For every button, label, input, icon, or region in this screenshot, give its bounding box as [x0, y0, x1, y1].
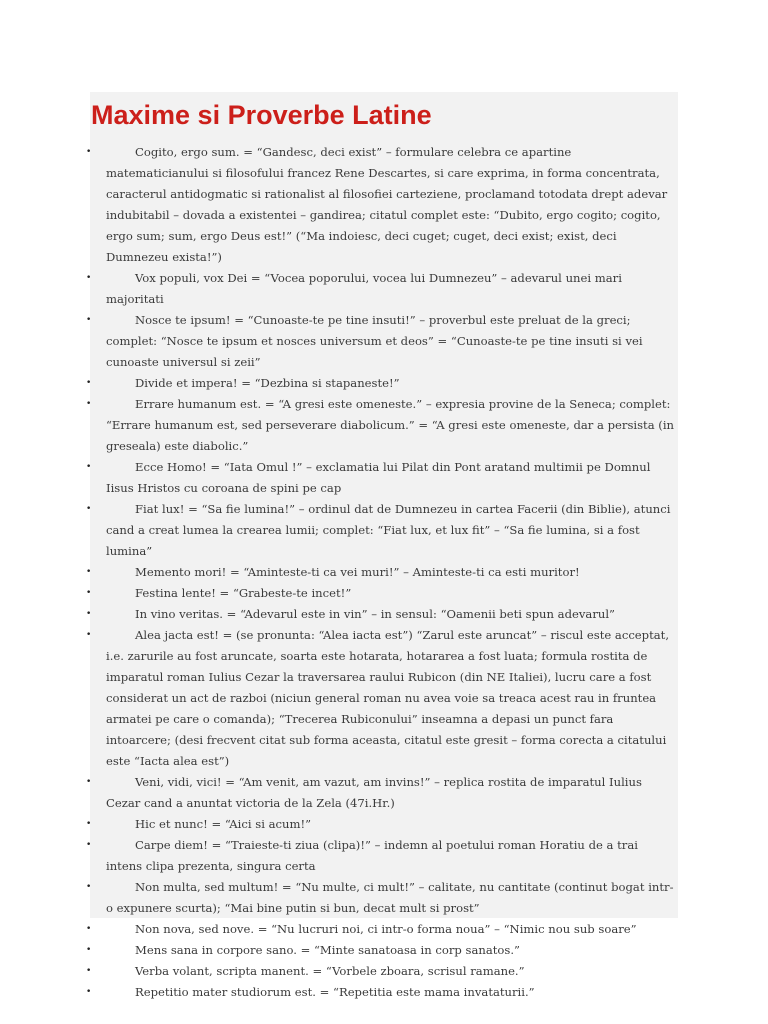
bullet-icon: • [86, 462, 92, 472]
list-item [0, 310, 768, 373]
list-item [0, 604, 768, 625]
proverb-text: Divide et impera! = “Dezbina si stapaneste!” [135, 376, 400, 390]
list-item [0, 877, 768, 919]
bullet-icon: • [86, 924, 92, 934]
bullet-icon: • [86, 777, 92, 787]
bullet-icon: • [86, 315, 92, 325]
list-item [0, 142, 768, 268]
bullet-icon: • [86, 819, 92, 829]
bullet-icon: • [86, 273, 92, 283]
bullet-icon: • [86, 147, 92, 157]
proverb-text: Mens sana in corpore sano. = “Minte sanatoasa in corp sanatos.” [135, 943, 520, 957]
bullet-icon: • [86, 840, 92, 850]
list-item [0, 961, 768, 982]
list-item [0, 625, 768, 772]
proverb-text: Carpe diem! = “Traieste-ti ziua (clipa)!” – indemn al poetului roman Horatiu de a trai intens clipa prezenta, singura certa [106, 838, 638, 873]
proverb-text: Cogito, ergo sum. = “Gandesc, deci exist” – formulare celebra ce apartine matematicianului si filosofului francez Rene Descartes, si care exprima, in forma concentrata, caracterul antidogmatic si rationalist al filosofiei carteziene, proclamand totodata drept adevar indubitabil – dovada a existentei – gandirea; citatul complet este: “Dubito, ergo cogito; cogito, ergo sum; sum, ergo Deus est!” (“Ma indoiesc, deci cuget; cuget, deci exist; exist, deci Dumnezeu exista!”) [106, 145, 668, 264]
list-item [0, 772, 768, 814]
list-item [0, 940, 768, 961]
proverb-text: Festina lente! = “Grabeste-te incet!” [135, 586, 352, 600]
document-title: Maxime si Proverbe Latine [91, 100, 432, 130]
bullet-icon: • [86, 966, 92, 976]
bullet-icon: • [86, 588, 92, 598]
proverb-text: Repetitio mater studiorum est. = “Repetitia este mama invataturii.” [135, 985, 535, 999]
proverb-list [0, 142, 768, 1003]
proverb-text: Errare humanum est. = “A gresi este omeneste.” – expresia provine de la Seneca; complet: “Errare humanum est, sed perseverare diabolicum.” = “A gresi este omeneste, dar a persista (in greseala) este diabolic.” [106, 397, 675, 453]
list-item [0, 919, 768, 940]
proverb-text: Non nova, sed nove. = “Nu lucruri noi, ci intr-o forma noua” – “Nimic nou sub soare” [135, 922, 637, 936]
proverb-text: Hic et nunc! = “Aici si acum!” [135, 817, 312, 831]
list-item [0, 394, 768, 457]
bullet-icon: • [86, 378, 92, 388]
list-item [0, 373, 768, 394]
bullet-icon: • [86, 987, 92, 997]
bullet-icon: • [86, 945, 92, 955]
proverb-text: Alea jacta est! = (se pronunta: “Alea iacta est”) “Zarul este aruncat” – riscul este acceptat, i.e. zarurile au fost aruncate, soarta este hotarata, hotararea a fost luata; formula rostita de imparatul roman Iulius Cezar la traversarea raului Rubicon (din NE Italiei), lucru care a fost considerat un act de razboi (niciun general roman nu avea voie sa treaca acest rau in fruntea armatei pe care o comanda); “Trecerea Rubiconului” inseamna a depasi un punct fara intoarcere; (desi frecvent citat sub forma aceasta, citatul este gresit – forma corecta a citatului este “Iacta alea est”) [106, 628, 670, 768]
list-item [0, 814, 768, 835]
proverb-text: In vino veritas. = “Adevarul este in vin” – in sensul: “Oamenii beti spun adevarul” [135, 607, 615, 621]
proverb-text: Non multa, sed multum! = “Nu multe, ci mult!” – calitate, nu cantitate (continut bogat intr-o expunere scurta); “Mai bine putin si bun, decat mult si prost” [106, 880, 674, 915]
bullet-icon: • [86, 630, 92, 640]
proverb-text: Ecce Homo! = “Iata Omul !” – exclamatia lui Pilat din Pont aratand multimii pe Domnul Iisus Hristos cu coroana de spini pe cap [106, 460, 651, 495]
list-item [0, 583, 768, 604]
proverb-text: Veni, vidi, vici! = “Am venit, am vazut, am invins!” – replica rostita de imparatul Iulius Cezar cand a anuntat victoria de la Zela (47i.Hr.) [106, 775, 642, 810]
bullet-icon: • [86, 567, 92, 577]
proverb-text: Vox populi, vox Dei = “Vocea poporului, vocea lui Dumnezeu” – adevarul unei mari majoritati [106, 271, 622, 306]
bullet-icon: • [86, 504, 92, 514]
proverb-text: Nosce te ipsum! = “Cunoaste-te pe tine insuti!” – proverbul este preluat de la greci; complet: “Nosce te ipsum et nosces universum et deos” = “Cunoaste-te pe tine insuti si vei cunoaste universul si zeii” [106, 313, 643, 369]
proverb-text: Verba volant, scripta manent. = “Vorbele zboara, scrisul ramane.” [135, 964, 525, 978]
list-item [0, 499, 768, 562]
list-item [0, 982, 768, 1003]
bullet-icon: • [86, 399, 92, 409]
list-item [0, 562, 768, 583]
proverb-text: Fiat lux! = “Sa fie lumina!” – ordinul dat de Dumnezeu in cartea Facerii (din Biblie), atunci cand a creat lumea la crearea lumii; complet: “Fiat lux, et lux fit” – “Sa fie lumina, si a fost lumina” [106, 502, 671, 558]
list-item [0, 835, 768, 877]
list-item [0, 457, 768, 499]
bullet-icon: • [86, 882, 92, 892]
proverb-text: Memento mori! = “Aminteste-ti ca vei muri!” – Aminteste-ti ca esti muritor! [135, 565, 580, 579]
bullet-icon: • [86, 609, 92, 619]
list-item [0, 268, 768, 310]
